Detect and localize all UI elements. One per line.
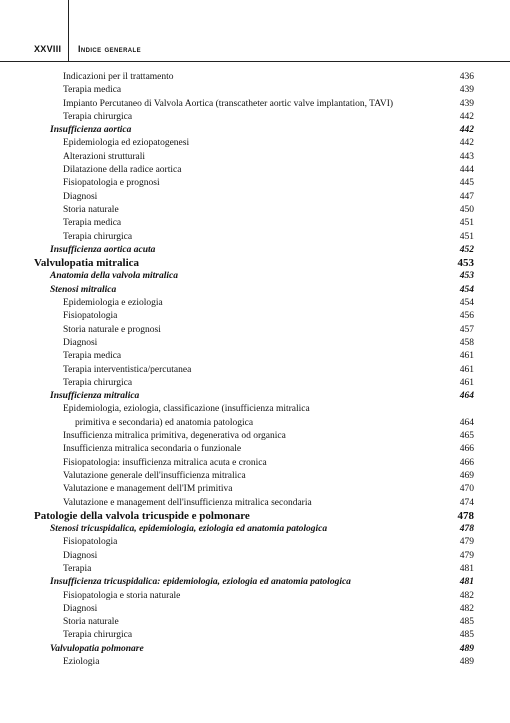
header-divider-horizontal (0, 61, 510, 62)
toc-entry-title-text: Stenosi tricuspidalica, epidemiologia, eziologia ed anatomia patologica (50, 524, 328, 535)
toc-entry-title-text: Valutazione generale dell'insufficienza mitralica (63, 470, 246, 481)
toc-entry-title-text: Valvulopatia mitralica (34, 257, 140, 270)
toc-entry-title (63, 457, 474, 470)
toc-page-number: 478 (457, 509, 474, 522)
toc-section (34, 270, 474, 283)
toc-entry-title-text: Insufficienza mitralica secondaria o funzionale (63, 444, 242, 455)
toc-entry-title-text: Indicazioni per il trattamento (63, 72, 174, 82)
toc-entry-title-text: Terapia medica (63, 85, 122, 96)
toc-entry-title-text: Eziologia (63, 657, 100, 668)
toc-entry-title (34, 257, 474, 270)
toc-entry (34, 364, 474, 377)
toc-entry (34, 483, 474, 496)
toc-page-number: 439 (459, 85, 474, 96)
toc-entry (34, 629, 474, 642)
toc-entry (34, 337, 474, 350)
toc-entry-title-continuation: primitiva e secondaria) ed anatomia patologica (75, 417, 254, 428)
toc-page-number: 461 (459, 364, 474, 375)
toc-page-number: 466 (459, 457, 474, 468)
page-number: XXVIII (34, 44, 62, 54)
toc-entry-title (63, 111, 474, 124)
toc-entry (34, 324, 474, 337)
toc-page-number: 461 (459, 377, 474, 388)
toc-entry (34, 98, 474, 111)
toc-entry-title-text: Epidemiologia e eziologia (63, 298, 163, 309)
toc-page-number: 489 (459, 643, 474, 654)
toc-entry (34, 550, 474, 563)
toc-entry-title (63, 403, 474, 430)
toc-entry (34, 590, 474, 603)
toc-page-number: 442 (459, 111, 474, 122)
running-header (0, 0, 510, 62)
toc-page-number: 453 (457, 257, 474, 270)
toc-entry-title (63, 297, 474, 310)
toc-entry (34, 443, 474, 456)
toc-page-number: 454 (459, 284, 474, 295)
toc-entry-title (63, 231, 474, 244)
toc-entry (34, 430, 474, 443)
toc-entry-title (50, 270, 474, 283)
toc-entry-title (50, 643, 474, 656)
toc-entry-title-text: Storia naturale e prognosi (63, 324, 161, 335)
toc-page-number: 481 (459, 577, 474, 588)
toc-page-number: 466 (459, 444, 474, 455)
toc-entry-title (34, 510, 474, 523)
toc-page-number: 457 (459, 324, 474, 335)
toc-page-number: 465 (459, 431, 474, 442)
toc-entry-title-text: Insufficienza tricuspidalica: epidemiologia, eziologia ed anatomia patologica (50, 577, 351, 588)
toc-entry-title (50, 576, 474, 589)
toc-entry-title-text: Fisiopatologia: insufficienza mitralica acuta e cronica (63, 457, 267, 468)
toc-entry-title-text: Anatomia della valvola mitralica (50, 271, 178, 282)
toc-page-number: 442 (459, 125, 474, 136)
toc-page-number: 445 (459, 178, 474, 189)
toc-page-number: 458 (459, 337, 474, 348)
toc-entry (34, 377, 474, 390)
table-of-contents (34, 71, 474, 669)
toc-entry (34, 177, 474, 190)
toc-entry-title-text: Epidemiologia ed eziopatogenesi (63, 138, 190, 149)
toc-entry-title (63, 337, 474, 350)
toc-page-number: 482 (459, 603, 474, 614)
section-title: Indice generale (78, 44, 142, 54)
toc-entry (34, 191, 474, 204)
toc-entry-title (50, 284, 474, 297)
toc-page-number: 454 (459, 298, 474, 309)
toc-entry (34, 231, 474, 244)
toc-page-number: 443 (459, 151, 474, 162)
toc-entry-title-text: Stenosi mitralica (50, 284, 117, 295)
toc-entry (34, 536, 474, 549)
toc-entry-title-text: Terapia chirurgica (63, 630, 133, 641)
toc-page-number: 470 (459, 484, 474, 495)
toc-entry-title-text: Storia naturale (63, 204, 119, 215)
toc-page-number: 452 (459, 244, 474, 255)
toc-entry-title-text: Fisiopatologia e storia naturale (63, 590, 181, 601)
toc-section (34, 124, 474, 137)
toc-entry-title (63, 656, 474, 669)
toc-entry-title-text: Fisiopatologia e prognosi (63, 178, 160, 189)
toc-entry-title (63, 84, 474, 97)
toc-entry-title-text: Insufficienza mitralica primitiva, degenerativa od organica (63, 431, 286, 442)
toc-page-number: 489 (459, 657, 474, 668)
toc-entry-title (50, 523, 474, 536)
toc-section (34, 284, 474, 297)
toc-entry (34, 603, 474, 616)
toc-entry (34, 656, 474, 669)
toc-entry-title-text: Terapia chirurgica (63, 111, 133, 122)
toc-entry-title (63, 204, 474, 217)
toc-entry-title (50, 244, 474, 257)
toc-entry (34, 310, 474, 323)
toc-page-number: 464 (459, 417, 474, 428)
toc-entry-title-text: Diagnosi (63, 191, 98, 202)
toc-entry-title (63, 217, 474, 230)
toc-entry (34, 297, 474, 310)
toc-page-number: 453 (459, 271, 474, 282)
toc-entry-title (63, 177, 474, 190)
toc-entry (34, 470, 474, 483)
toc-entry-title-text: Diagnosi (63, 603, 98, 614)
toc-entry-title (63, 191, 474, 204)
toc-entry-title (63, 550, 474, 563)
toc-entry (34, 71, 474, 84)
toc-chapter (34, 257, 474, 270)
toc-entry (34, 403, 474, 430)
toc-entry-title (50, 124, 474, 137)
toc-page-number: 451 (459, 231, 474, 242)
toc-entry (34, 350, 474, 363)
toc-page-number: 479 (459, 537, 474, 548)
toc-entry-title-text: Storia naturale (63, 617, 119, 628)
toc-entry-title-text: Terapia chirurgica (63, 377, 133, 388)
toc-entry (34, 497, 474, 510)
toc-entry-title-text: Terapia interventistica/percutanea (63, 364, 192, 375)
toc-page-number: 436 (459, 72, 474, 82)
toc-entry-title (63, 137, 474, 150)
toc-entry-title (63, 350, 474, 363)
toc-entry-title (63, 430, 474, 443)
toc-entry (34, 217, 474, 230)
toc-page-number: 478 (459, 524, 474, 535)
toc-entry-title-text: Fisiopatologia (63, 537, 118, 548)
toc-entry (34, 84, 474, 97)
toc-entry-title-text: Diagnosi (63, 550, 98, 561)
toc-page-number: 485 (459, 630, 474, 641)
toc-entry-title-text: Alterazioni strutturali (63, 151, 146, 162)
toc-entry-title-text: Impianto Percutaneo di Valvola Aortica (transcatheter aortic valve implantation, TAVI) (63, 98, 394, 109)
toc-entry-title-text: Epidemiologia, eziologia, classificazione (insufficienza mitralica (63, 404, 310, 415)
toc-page-number: 485 (459, 617, 474, 628)
toc-page-number: 474 (459, 497, 474, 508)
toc-entry-title-text: Insufficienza aortica acuta (50, 244, 156, 255)
toc-page-number: 447 (459, 191, 474, 202)
toc-section (34, 576, 474, 589)
toc-entry-title (63, 470, 474, 483)
toc-entry-title-text: Valutazione e management dell'IM primitiva (63, 484, 233, 495)
toc-entry (34, 563, 474, 576)
toc-entry-title (63, 71, 474, 84)
header-divider-vertical (68, 0, 69, 62)
toc-entry-title (63, 603, 474, 616)
toc-entry-title-text: Terapia chirurgica (63, 231, 133, 242)
toc-page-number: 481 (459, 563, 474, 574)
toc-entry-title (50, 390, 474, 403)
toc-entry (34, 164, 474, 177)
toc-entry-title-text: Insufficienza aortica (50, 125, 132, 136)
toc-entry-title-text: Diagnosi (63, 337, 98, 348)
toc-entry-title (63, 629, 474, 642)
toc-page-number: 461 (459, 351, 474, 362)
toc-entry-title (63, 443, 474, 456)
toc-entry-title (63, 377, 474, 390)
toc-page-number: 464 (459, 391, 474, 402)
toc-entry (34, 111, 474, 124)
toc-section (34, 244, 474, 257)
toc-entry-title-text: Insufficienza mitralica (50, 391, 140, 402)
toc-page-number: 450 (459, 204, 474, 215)
toc-entry-title (63, 563, 474, 576)
toc-page-number: 469 (459, 470, 474, 481)
toc-entry-title-text: Terapia medica (63, 218, 122, 229)
toc-entry (34, 457, 474, 470)
toc-page-number: 479 (459, 550, 474, 561)
toc-entry-title (63, 324, 474, 337)
toc-entry-title-text: Terapia (63, 563, 92, 574)
toc-page-number: 482 (459, 590, 474, 601)
toc-entry-title-text: Patologie della valvola tricuspide e polmonare (34, 509, 250, 522)
toc-entry-title (63, 590, 474, 603)
toc-section (34, 643, 474, 656)
toc-entry-title-text: Terapia medica (63, 351, 122, 362)
toc-section (34, 390, 474, 403)
toc-entry (34, 204, 474, 217)
toc-page-number: 444 (459, 165, 474, 176)
toc-entry-title-text: Valutazione e management dell'insufficienza mitralica secondaria (63, 497, 312, 508)
toc-entry-title (63, 98, 474, 111)
toc-entry (34, 616, 474, 629)
toc-page-number: 451 (459, 218, 474, 229)
toc-entry-title-text: Dilatazione della radice aortica (63, 165, 182, 176)
toc-entry-title (63, 151, 474, 164)
toc-entry-title (63, 536, 474, 549)
toc-page-number: 439 (459, 98, 474, 109)
toc-entry-title-text: Fisiopatologia (63, 311, 118, 322)
toc-chapter (34, 510, 474, 523)
toc-entry-title (63, 497, 474, 510)
toc-entry-title (63, 616, 474, 629)
toc-entry-title (63, 310, 474, 323)
toc-section (34, 523, 474, 536)
toc-entry-title (63, 164, 474, 177)
toc-entry (34, 137, 474, 150)
toc-entry-title (63, 364, 474, 377)
toc-entry-title (63, 483, 474, 496)
toc-entry-title-text: Valvulopatia polmonare (50, 643, 144, 654)
toc-page-number: 442 (459, 138, 474, 149)
toc-page-number: 456 (459, 311, 474, 322)
toc-entry (34, 151, 474, 164)
